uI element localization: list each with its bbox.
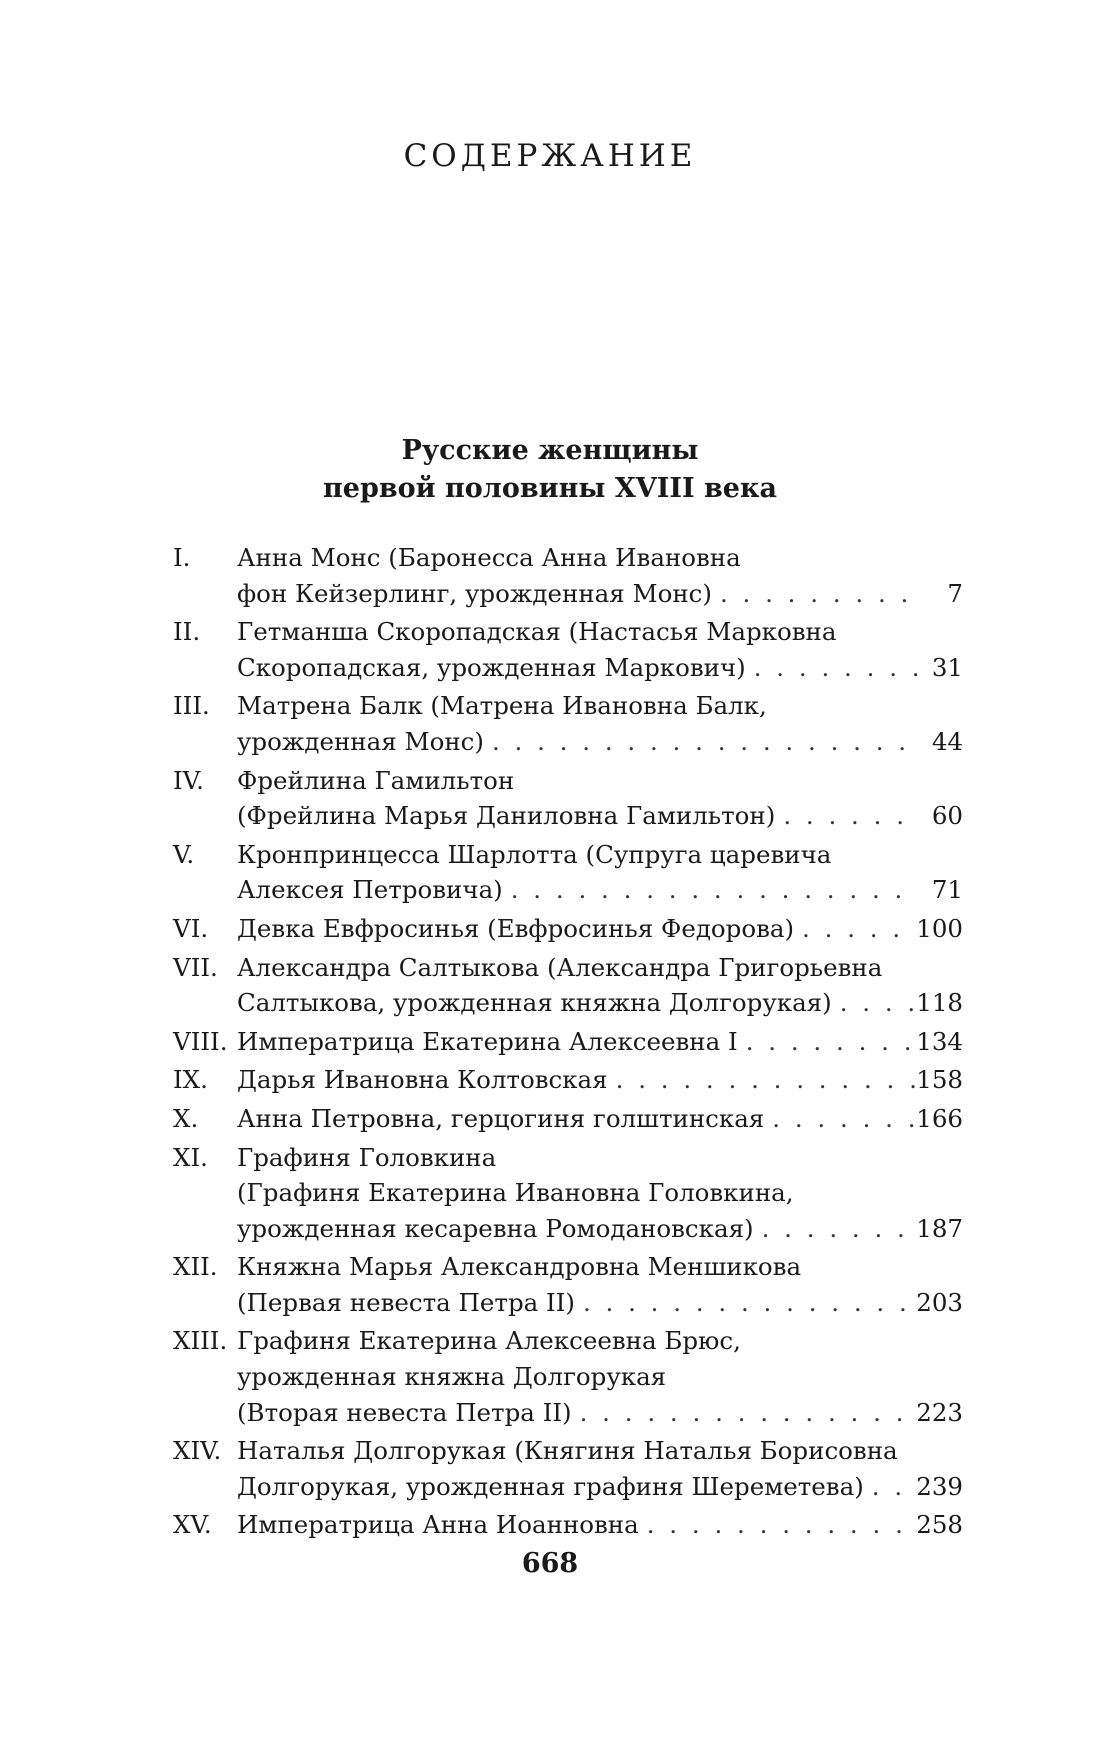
toc-entry-title-line: Кронпринцесса Шарлотта (Супруга царевича: [237, 839, 832, 869]
toc-entry-title-line: Фрейлина Гамильтон: [237, 765, 515, 795]
dot-leader: [764, 1101, 916, 1137]
dot-leader: [754, 1211, 917, 1247]
dot-leader: [575, 1285, 916, 1321]
dot-leader: [572, 1395, 917, 1431]
dot-leader: [503, 872, 919, 908]
toc-entry-last-line: [237, 1062, 963, 1098]
toc-entry-page: 239: [916, 1471, 963, 1501]
toc-entry-title-line: Скоропадская, урожденная Маркович): [237, 652, 746, 682]
toc-entry: [173, 911, 963, 947]
toc-entry-last-line: [237, 650, 963, 686]
dot-leader: [639, 1507, 917, 1543]
toc-entry: [173, 540, 963, 611]
toc-entry-page: 7: [947, 578, 963, 608]
dot-leader: [712, 576, 919, 612]
dot-leader: [864, 1469, 916, 1505]
toc-entry-title-line: Императрица Анна Иоанновна: [237, 1510, 639, 1540]
toc-entry: [173, 1024, 963, 1060]
toc-entry-number: V.: [173, 839, 195, 869]
toc-entry-page: 118: [916, 988, 963, 1018]
toc-entry-number: XV.: [173, 1510, 212, 1540]
toc-entry-last-line: [237, 985, 963, 1021]
table-of-contents: [173, 540, 963, 1546]
toc-entry-body: [237, 837, 963, 908]
toc-entry-last-line: [237, 1211, 963, 1247]
toc-entry-last-line: [237, 576, 963, 612]
toc-entry-page: 71: [931, 875, 963, 905]
toc-entry: [173, 1507, 963, 1543]
toc-entry-title-line: Анна Монс (Баронесса Анна Ивановна: [237, 543, 741, 572]
toc-entry-number: XIV.: [173, 1436, 222, 1466]
dot-leader: [832, 985, 917, 1021]
toc-entry-title-line: Алексея Петровича): [237, 875, 503, 905]
toc-entry: [173, 1323, 963, 1430]
toc-entry-title-line: Гетманша Скоропадская (Настасья Марковна: [237, 617, 837, 647]
toc-entry-body: [237, 688, 963, 759]
dot-leader: [608, 1062, 917, 1098]
toc-entry-title-line: Графиня Головкина: [237, 1142, 497, 1172]
section-title-line: первой половины XVIII века: [323, 473, 777, 504]
toc-entry-last-line: [237, 1395, 963, 1431]
dot-leader: [746, 650, 919, 686]
page-number: 668: [521, 1548, 579, 1579]
toc-entry-last-line: [237, 798, 963, 834]
toc-entry-title-line: Княжна Марья Александровна Меншикова: [237, 1252, 802, 1282]
toc-entry-body: [237, 763, 963, 834]
toc-entry-body: [237, 1249, 963, 1320]
toc-entry-last-line: [237, 1507, 963, 1543]
dot-leader: [794, 911, 916, 947]
section-title-line: Русские женщины: [401, 435, 699, 466]
toc-entry-page: 223: [916, 1397, 963, 1427]
toc-entry-page: 44: [931, 726, 963, 756]
toc-entry-body: [237, 1433, 963, 1504]
toc-entry-title-line: Салтыкова, урожденная княжна Долгорукая): [237, 988, 832, 1018]
toc-entry: [173, 1433, 963, 1504]
toc-entry-page: 158: [916, 1065, 963, 1095]
toc-entry-page: 134: [916, 1026, 963, 1056]
toc-entry-last-line: [237, 872, 963, 908]
toc-entry: [173, 837, 963, 908]
toc-entry-page: 100: [916, 913, 963, 943]
dot-leader: [738, 1024, 917, 1060]
toc-entry-number: XII.: [173, 1252, 218, 1282]
toc-entry-page: 187: [916, 1213, 963, 1243]
toc-entry-body: [237, 540, 963, 611]
toc-entry-number: I.: [173, 543, 191, 572]
toc-entry-last-line: [237, 1285, 963, 1321]
toc-entry-title-line: Наталья Долгорукая (Княгиня Наталья Борисовна: [237, 1436, 898, 1466]
dot-leader: [775, 798, 919, 834]
contents-heading: СОДЕРЖАНИЕ: [403, 138, 697, 174]
toc-entry-page: 258: [916, 1510, 963, 1540]
toc-entry-page: 60: [931, 801, 963, 831]
toc-entry-last-line: [237, 911, 963, 947]
toc-entry: [173, 950, 963, 1021]
toc-entry-number: IV.: [173, 765, 204, 795]
toc-entry: [173, 614, 963, 685]
toc-entry-number: VIII.: [173, 1026, 228, 1056]
toc-entry-title-line: Александра Салтыкова (Александра Григорьевна: [237, 952, 883, 982]
toc-entry-page: 203: [916, 1287, 963, 1317]
toc-entry-body: [237, 1507, 963, 1543]
toc-entry-title-line: Анна Петровна, герцогиня голштинская: [237, 1103, 765, 1133]
toc-entry-number: X.: [173, 1103, 199, 1133]
toc-entry: [173, 688, 963, 759]
toc-entry-title-line: Графиня Екатерина Алексеевна Брюс,: [237, 1326, 741, 1356]
toc-entry-body: [237, 911, 963, 947]
toc-entry-title-line: Дарья Ивановна Колтовская: [237, 1065, 608, 1095]
toc-entry: [173, 763, 963, 834]
dot-leader: [484, 724, 919, 760]
toc-entry-title-line: (Фрейлина Марья Даниловна Гамильтон): [237, 801, 776, 831]
section-title: [0, 432, 1100, 508]
toc-entry-title-line: урожденная княжна Долгорукая: [237, 1362, 667, 1392]
toc-entry-title-line: Матрена Балк (Матрена Ивановна Балк,: [237, 691, 767, 721]
toc-entry-body: [237, 1024, 963, 1060]
toc-entry: [173, 1101, 963, 1137]
toc-entry-body: [237, 1140, 963, 1247]
toc-entry-last-line: [237, 1024, 963, 1060]
toc-entry-number: III.: [173, 691, 210, 721]
toc-entry-number: VI.: [173, 913, 209, 943]
toc-entry-number: VII.: [173, 952, 218, 982]
toc-entry-title-line: Императрица Екатерина Алексеевна I: [237, 1026, 738, 1056]
toc-entry-body: [237, 1101, 963, 1137]
toc-entry-title-line: урожденная кесаревна Ромодановская): [237, 1213, 754, 1243]
toc-entry-page: 166: [916, 1103, 963, 1133]
toc-entry-body: [237, 614, 963, 685]
toc-entry-last-line: [237, 724, 963, 760]
toc-entry-last-line: [237, 1101, 963, 1137]
toc-entry: [173, 1249, 963, 1320]
toc-entry-body: [237, 1062, 963, 1098]
toc-entry-number: II.: [173, 617, 201, 647]
toc-entry-body: [237, 1323, 963, 1430]
toc-entry-title-line: Долгорукая, урожденная графиня Шереметева): [237, 1471, 864, 1501]
toc-entry-last-line: [237, 1469, 963, 1505]
toc-entry-number: XI.: [173, 1142, 208, 1172]
toc-entry-number: XIII.: [173, 1326, 228, 1356]
toc-entry-body: [237, 950, 963, 1021]
toc-entry-title-line: фон Кейзерлинг, урожденная Монс): [237, 578, 712, 608]
toc-entry-title-line: (Графиня Екатерина Ивановна Головкина,: [237, 1178, 794, 1208]
toc-entry-number: IX.: [173, 1065, 208, 1095]
toc-entry: [173, 1062, 963, 1098]
toc-entry-page: 31: [931, 652, 963, 682]
toc-entry: [173, 1140, 963, 1247]
toc-entry-title-line: Девка Евфросинья (Евфросинья Федорова): [237, 913, 795, 943]
toc-entry-title-line: (Вторая невеста Петра II): [237, 1397, 572, 1427]
toc-entry-title-line: урожденная Монс): [237, 726, 484, 756]
toc-entry-title-line: (Первая невеста Петра II): [237, 1287, 575, 1317]
